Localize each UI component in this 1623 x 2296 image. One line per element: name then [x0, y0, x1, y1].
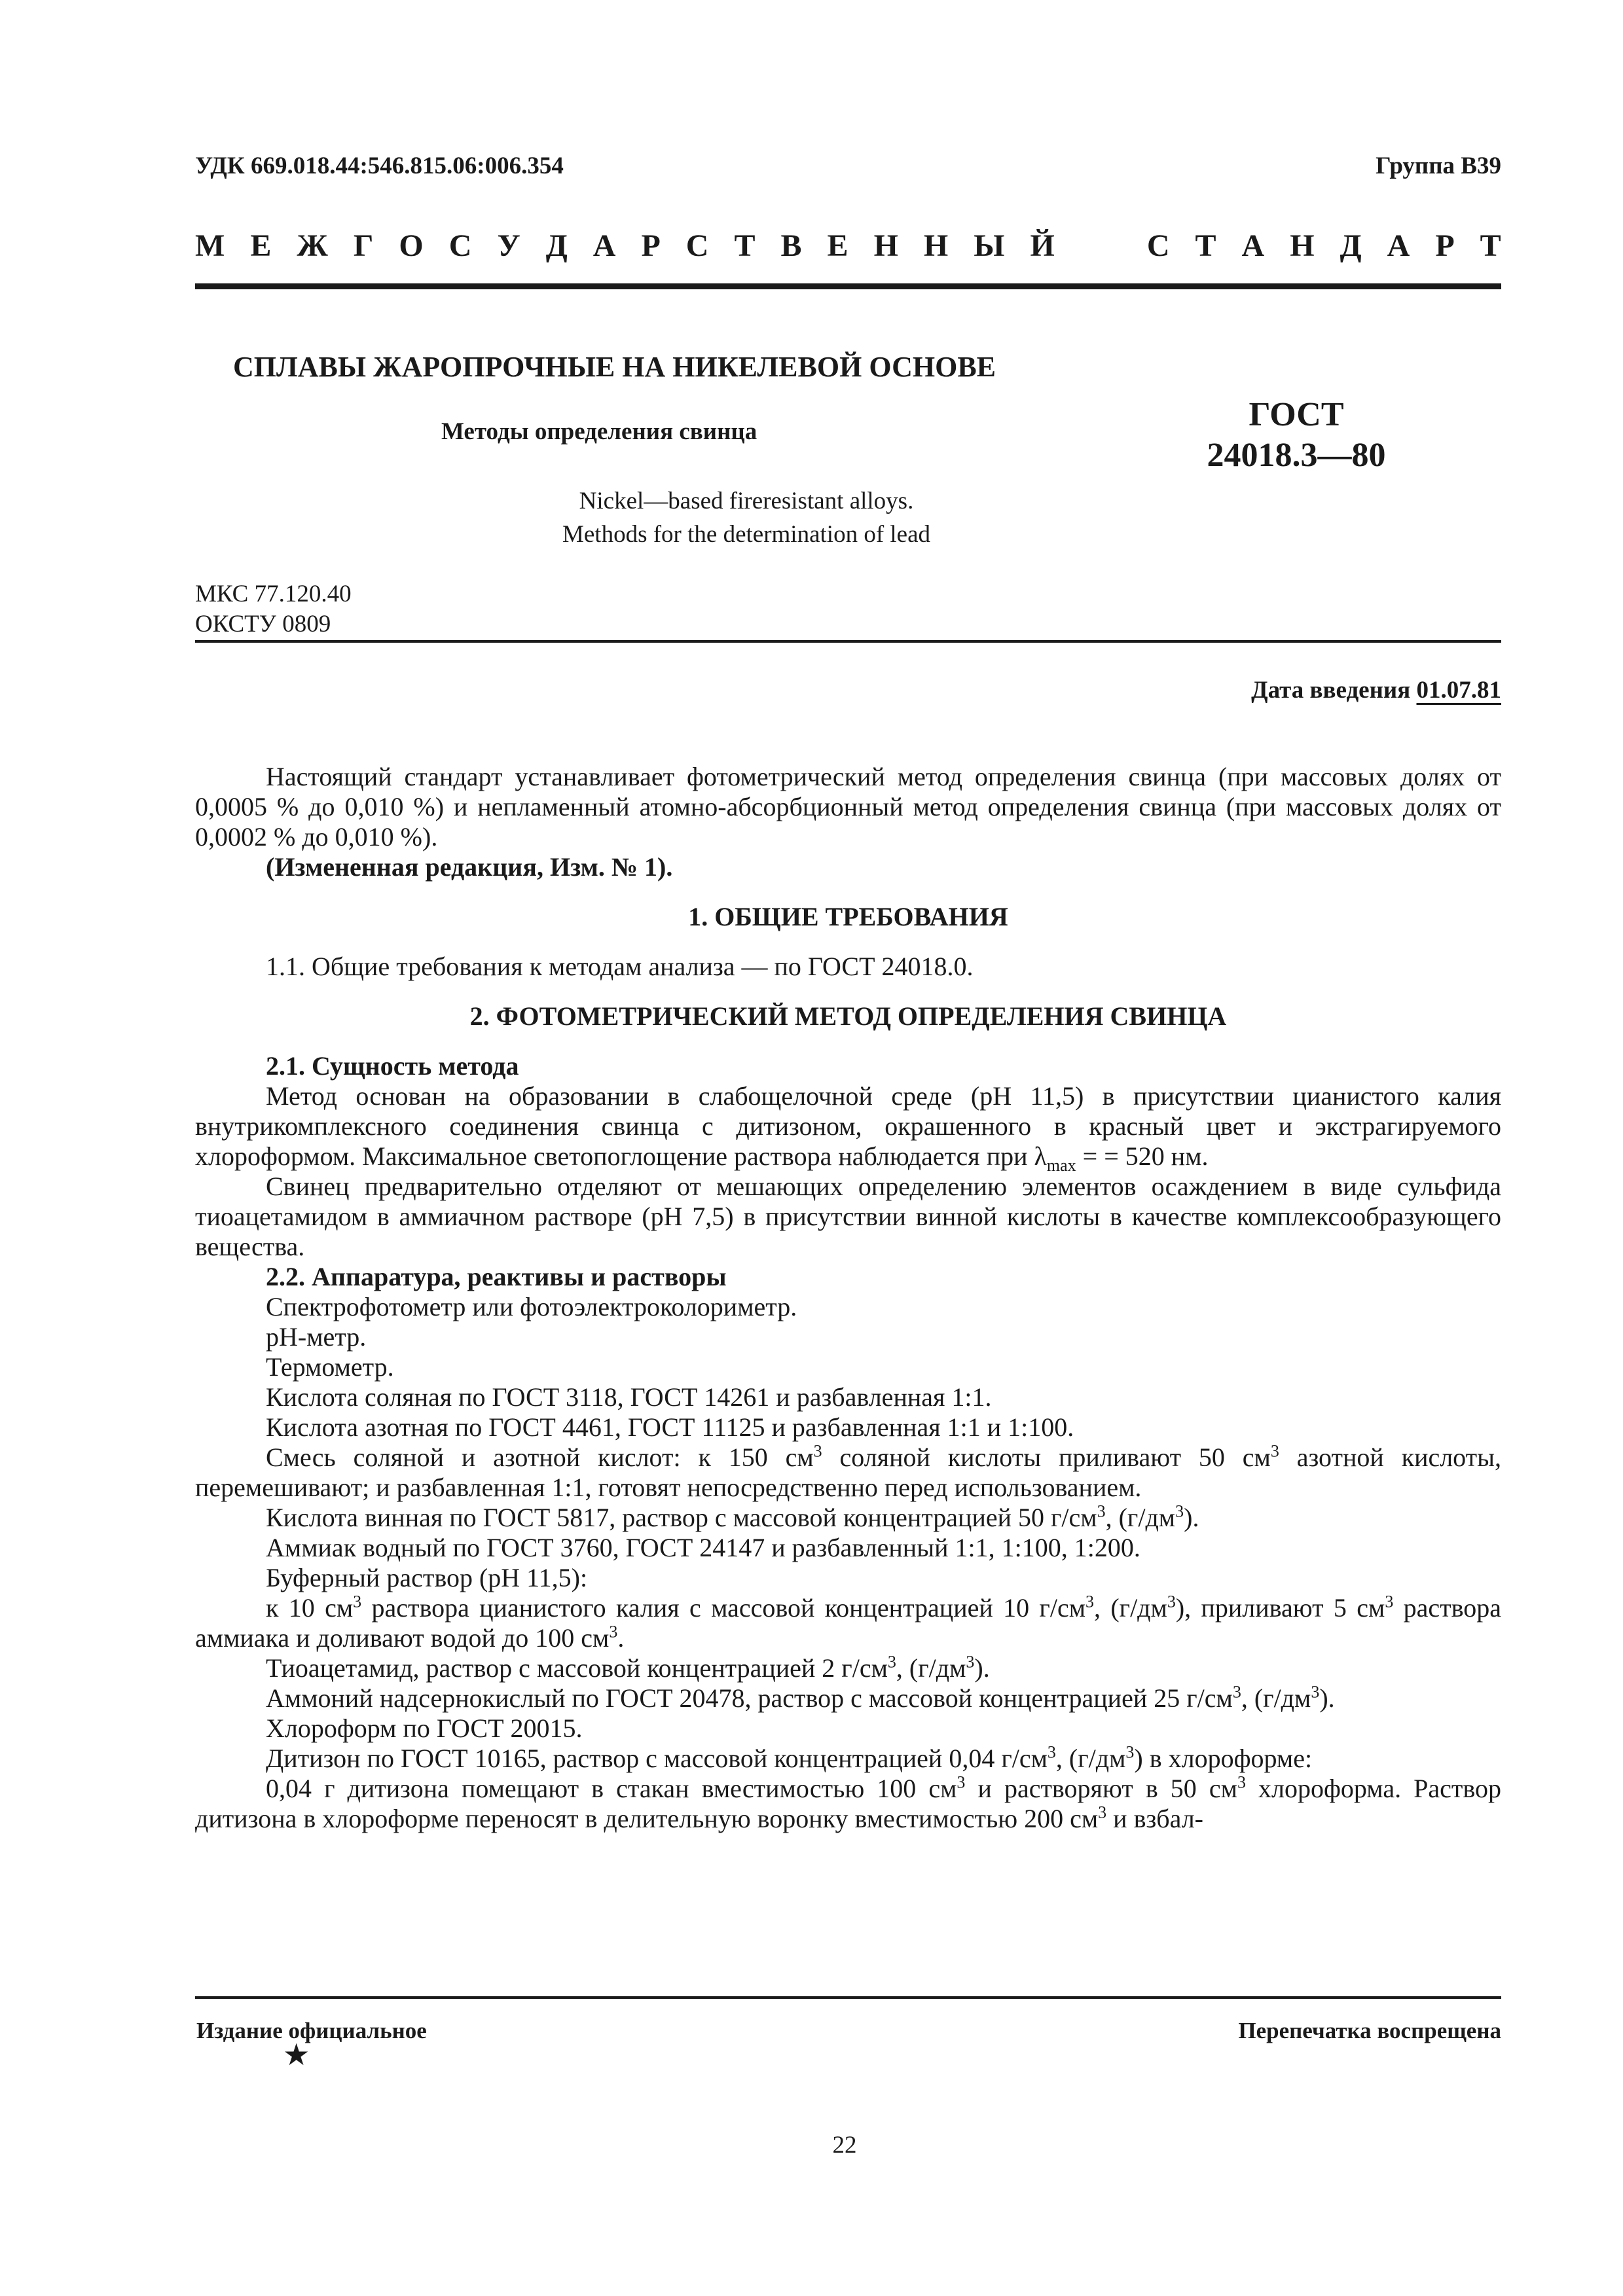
item-tartaric-acid: Кислота винная по ГОСТ 5817, раствор с массовой концентрацией 50 $г/см^3$, $(г/дм^3)$. — [266, 1501, 1199, 1532]
clause-2-1-paragraph-1: Метод основан на образовании в слабощелочной среде (рН 11,5) в присутствии цианистого калия внутрикомплексного соединения свинца с дитизоном, окрашенного в красный цвет и экстрагируемого хлороформом. Максимальное светопоглощение раствора наблюдается при $\lambda_{max}$ = = 520 нм. — [195, 1081, 1501, 1175]
amendment-note: (Измененная редакция, Изм. № 1). — [266, 852, 673, 882]
reprint-prohibited-note: Перепечатка воспрещена — [1238, 2018, 1501, 2043]
section-2-heading: 2. ФОТОМЕТРИЧЕСКИЙ МЕТОД ОПРЕДЕЛЕНИЯ СВИНЦА — [469, 1001, 1227, 1031]
mks-code: МКС 77.120.40 — [195, 581, 352, 607]
clause-2-1-paragraph-2: Свинец предварительно отделяют от мешающих определению элементов осаждением в виде сульфида тиоацетамидом в аммиачном растворе (рН 7,5) в присутствии винной кислоты в качестве комплексообразующего вещества. — [195, 1172, 1501, 1261]
effective-date — [1251, 676, 1501, 704]
item-acid-mixture: Смесь соляной и азотной кислот: к 150 $см^3$ соляной кислоты приливают 50 $см^3$ азотной кислоты, перемешивают; и разбавленная 1:1, готовят непосредственно перед использованием. — [195, 1441, 1502, 1502]
intro-paragraph: Настоящий стандарт устанавливает фотометрический метод определения свинца (при массовых долях от 0,0005 % до 0,010 %) и непламенный атомно-абсорбционный метод определения свинца (при массовых долях от 0,0002 % до 0,010 %). — [195, 762, 1501, 852]
title-divider — [195, 640, 1501, 643]
item-dithizone-preparation: 0,04 г дитизона помещают в стакан вместимостью 100 $см^3$ и растворяют в 50 $см^3$ хлороформа. Раствор дитизона в хлороформе переносят в делительную воронку вместимостью 200 $см^3$ и взбал- — [195, 1772, 1501, 1833]
section-1-heading: 1. ОБЩИЕ ТРЕБОВАНИЯ — [688, 902, 1008, 931]
header-divider — [195, 283, 1501, 289]
item-nitric-acid: Кислота азотная по ГОСТ 4461, ГОСТ 11125 и разбавленная 1:1 и 1:100. — [266, 1412, 1074, 1442]
gost-code: 24018.3—80 — [1207, 437, 1386, 474]
standard-banner: М Е Ж Г О С У Д А Р С Т В Е Н Н Ы Й С Т А Н Д А Р Т — [195, 228, 1501, 263]
item-thermometer: Термометр. — [266, 1352, 394, 1382]
english-title-line-2: Methods for the determination of lead — [562, 521, 931, 548]
okstu-code: ОКСТУ 0809 — [195, 611, 331, 637]
item-chloroform: Хлороформ по ГОСТ 20015. — [266, 1713, 583, 1743]
item-buffer-solution: Буферный раствор (рН 11,5): — [266, 1563, 588, 1592]
gost-label: ГОСТ — [1249, 396, 1344, 433]
item-hydrochloric-acid: Кислота соляная по ГОСТ 3118, ГОСТ 14261 и разбавленная 1:1. — [266, 1382, 992, 1412]
item-thioacetamide: Тиоацетамид, раствор с массовой концентрацией 2 $г/см^3$, $(г/дм^3)$. — [266, 1652, 990, 1683]
item-ph-meter: рН-метр. — [266, 1322, 367, 1352]
footer-divider — [195, 1996, 1501, 1999]
clause-2-2-title: 2.2. Аппаратура, реактивы и растворы — [266, 1262, 727, 1291]
official-edition-note: Издание официальное — [196, 2018, 427, 2043]
item-dithizone: Дитизон по ГОСТ 10165, раствор с массовой концентрацией 0,04 $г/см^3$, $(г/дм^3)$ в хлороформе: — [266, 1742, 1313, 1773]
star-icon: ★ — [283, 2038, 310, 2072]
document-subtitle: Методы определения свинца — [441, 418, 757, 445]
clause-2-1-title: 2.1. Сущность метода — [266, 1051, 519, 1081]
effective-date-label: Дата введения — [1251, 677, 1411, 704]
udk-code: УДК 669.018.44:546.815.06:006.354 — [195, 152, 564, 179]
item-ammonium-persulfate: Аммоний надсернокислый по ГОСТ 20478, раствор с массовой концентрацией 25 $г/см^3$, $(г/дм^3)$. — [266, 1682, 1335, 1713]
english-title — [327, 484, 1165, 551]
english-title-line-1: Nickel—based fireresistant alloys. — [579, 488, 914, 514]
clause-1-1: 1.1. Общие требования к методам анализа — по ГОСТ 24018.0. — [266, 952, 974, 981]
page-number: 22 — [832, 2132, 857, 2159]
gost-number — [1152, 395, 1440, 476]
item-ammonia: Аммиак водный по ГОСТ 3760, ГОСТ 24147 и разбавленный 1:1, 1:100, 1:200. — [266, 1533, 1140, 1562]
item-buffer-preparation: к 10 $см^3$ раствора цианистого калия с массовой концентрацией 10 $г/см^3$, $(г/дм^3)$, приливают 5 $см^3$ раствора аммиака и доливают водой до 100 $см^3$. — [195, 1592, 1502, 1653]
item-spectrophotometer: Спектрофотометр или фотоэлектроколориметр. — [266, 1292, 797, 1321]
classification-codes — [195, 579, 352, 639]
document-title: СПЛАВЫ ЖАРОПРОЧНЫЕ НА НИКЕЛЕВОЙ ОСНОВЕ — [233, 351, 996, 383]
effective-date-value: 01.07.81 — [1416, 677, 1501, 704]
group-code: Группа В39 — [1376, 152, 1501, 179]
document-body — [195, 762, 1501, 1834]
